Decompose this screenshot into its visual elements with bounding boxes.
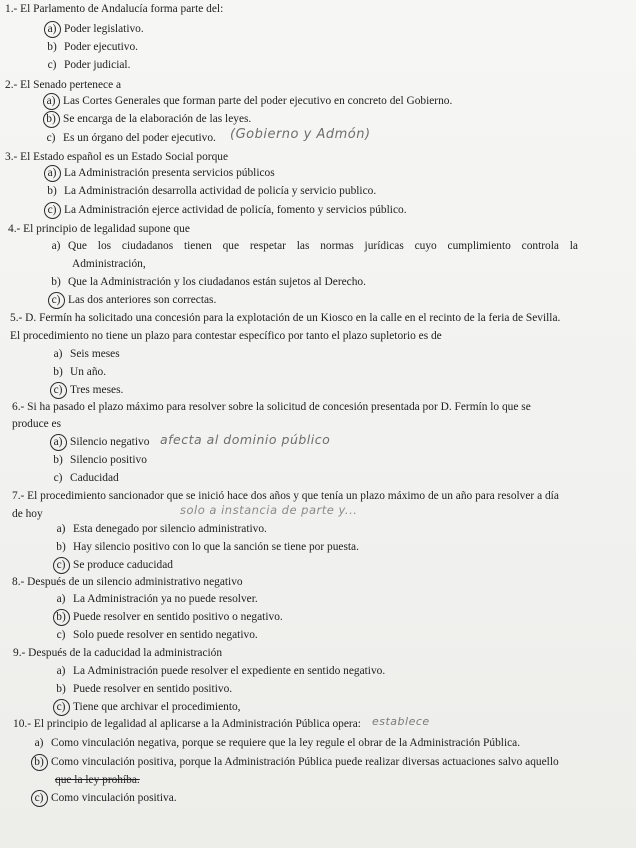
q9-option-a[interactable] [53,666,385,677]
q10-option-b-continuation: que la ley prohíba. [55,774,140,786]
option-text: Las dos anteriores son correctas. [68,294,217,306]
question-9-stem: 9.- Después de la caducidad la administración [13,647,223,659]
q7-option-c[interactable] [53,560,173,571]
option-letter: b) [56,541,66,553]
option-letter: c) [50,385,66,396]
option-letter: b) [47,185,57,197]
option-text: Silencio positivo [70,454,147,466]
question-8-stem: 8.- Después de un silencio administrativo negativo [12,576,243,588]
option-letter: a) [51,240,61,252]
option-text: La Administración presenta servicios públicos [64,167,275,179]
question-7-stem: 7.- El procedimiento sancionador que se inició hace dos años y que tenía un plazo máximo de un año para resolver a día [12,490,559,502]
option-text: La Administración ya no puede resolver. [73,593,258,605]
option-letter: c) [44,205,60,216]
option-text: Se encarga de la elaboración de las leyes. [63,113,252,125]
option-text: Solo puede resolver en sentido negativo. [73,629,258,641]
option-text: Que los ciudadanos tienen que respetar las normas jurídicas cuyo cumplimiento controla la [68,240,578,252]
option-text: Un año. [70,366,107,378]
q9-option-b[interactable] [53,684,232,695]
question-5-stem-continuation: El procedimiento no tiene un plazo para contestar específico por tanto el plazo supletorio es de [10,330,442,342]
option-text: Poder ejecutivo. [64,41,139,53]
option-letter: a) [44,168,60,179]
q9-option-c[interactable] [53,702,241,713]
q6-option-a[interactable] [50,437,149,448]
question-7-stem-continuation: de hoy [12,508,43,520]
q10-option-b[interactable] [31,757,559,768]
option-letter: c) [53,702,69,713]
q6-option-b[interactable] [50,455,147,466]
option-text: Que la Administración y los ciudadanos están sujetos al Derecho. [68,276,366,288]
q4-option-a[interactable] [48,241,578,252]
q8-option-c[interactable] [53,630,258,641]
option-text: Seis meses [70,348,120,360]
option-letter: c) [46,132,56,144]
question-4-stem: 4.- El principio de legalidad supone que [8,223,190,235]
option-text: Se produce caducidad [73,559,173,571]
option-text: Esta denegado por silencio administrativo. [73,523,267,535]
option-letter: c) [48,295,64,306]
option-letter: b) [56,683,66,695]
q4-option-c[interactable] [48,295,216,306]
option-text: Tiene que archivar el procedimiento, [73,701,241,713]
option-letter: a) [44,24,60,35]
q3-option-c[interactable] [44,205,407,216]
q1-option-a[interactable] [44,24,144,35]
option-text: La Administración desarrolla actividad de policía y servicio publico. [64,185,377,197]
question-3-stem: 3.- El Estado español es un Estado Social porque [5,151,229,163]
option-letter: a) [56,523,66,535]
option-text: Poder judicial. [64,59,131,71]
option-text: Como vinculación negativa, porque se requiere que la ley regule el obrar de la Administración Pública. [51,737,521,749]
q6-option-c[interactable] [50,473,119,484]
q5-option-c[interactable] [50,385,123,396]
option-text: Como vinculación positiva. [51,792,177,804]
q7-option-b[interactable] [53,542,359,553]
question-2-stem: 2.- El Senado pertenece a [5,79,122,91]
q4-option-a-continuation: Administración, [72,258,146,270]
option-text: Como vinculación positiva, porque la Administración Pública puede realizar diversas actuaciones salvo aquello [51,756,559,768]
option-letter: c) [47,59,57,71]
option-text: Silencio negativo [70,436,150,448]
option-text: Tres meses. [70,384,124,396]
option-text: Hay silencio positivo con lo que la sanción se tiene por puesta. [73,541,359,553]
q3-option-a[interactable] [44,168,275,179]
question-6-stem: 6.- Si ha pasado el plazo máximo para resolver sobre la solicitud de concesión presentada por D. Fermín lo que se [12,401,531,413]
option-letter: b) [51,276,61,288]
option-letter: b) [47,41,57,53]
option-text: Puede resolver en sentido positivo. [73,683,233,695]
handwritten-note-q7: solo a instancia de parte y... [180,503,358,517]
q4-option-b[interactable] [48,277,366,288]
question-1-stem: 1.- El Parlamento de Andalucía forma parte del: [5,3,224,15]
q10-option-c[interactable] [31,793,177,804]
q8-option-a[interactable] [53,594,258,605]
option-letter: b) [53,454,63,466]
option-letter: a) [56,665,66,677]
option-letter: c) [53,472,63,484]
option-letter: b) [43,114,59,125]
question-5-stem: 5.- D. Fermín ha solicitado una concesión para la explotación de un Kiosco en la calle en el recinto de la feria de Sevilla. [10,312,561,324]
option-text: Las Cortes Generales que forman parte del poder ejecutivo en concreto del Gobierno. [63,95,453,107]
handwritten-note-q6: afecta al dominio público [160,432,331,447]
option-letter: c) [53,560,69,571]
q8-option-b[interactable] [53,612,283,623]
option-text: Puede resolver en sentido positivo o negativo. [73,611,283,623]
q2-option-c[interactable] [43,133,216,144]
q10-option-a[interactable] [31,738,520,749]
option-text: La Administración puede resolver el expediente en sentido negativo. [73,665,386,677]
handwritten-note-q2: (Gobierno y Admón) [230,127,371,142]
option-letter: c) [31,793,47,804]
option-letter: a) [50,437,66,448]
option-text: Caducidad [70,472,119,484]
option-letter: b) [53,612,69,623]
q1-option-c[interactable] [44,60,130,71]
q1-option-b[interactable] [44,42,138,53]
option-text: Es un órgano del poder ejecutivo. [63,132,216,144]
question-10-stem: 10.- El principio de legalidad al aplicarse a la Administración Pública opera: [13,718,361,730]
q5-option-a[interactable] [50,349,120,360]
option-letter: b) [53,366,63,378]
option-text: La Administración ejerce actividad de policía, fomento y servicios público. [64,204,407,216]
option-letter: a) [43,96,59,107]
q5-option-b[interactable] [50,367,106,378]
option-letter: a) [53,348,63,360]
option-letter: a) [34,737,44,749]
q2-option-b[interactable] [43,114,251,125]
option-letter: b) [31,757,47,768]
option-letter: a) [56,593,66,605]
option-letter: c) [56,629,66,641]
option-text: Poder legislativo. [64,23,144,35]
q2-option-a[interactable] [43,96,452,107]
handwritten-note-q10: establece [372,715,430,728]
q7-option-a[interactable] [53,524,267,535]
question-6-stem-continuation: produce es [12,418,62,430]
q3-option-b[interactable] [44,186,376,197]
